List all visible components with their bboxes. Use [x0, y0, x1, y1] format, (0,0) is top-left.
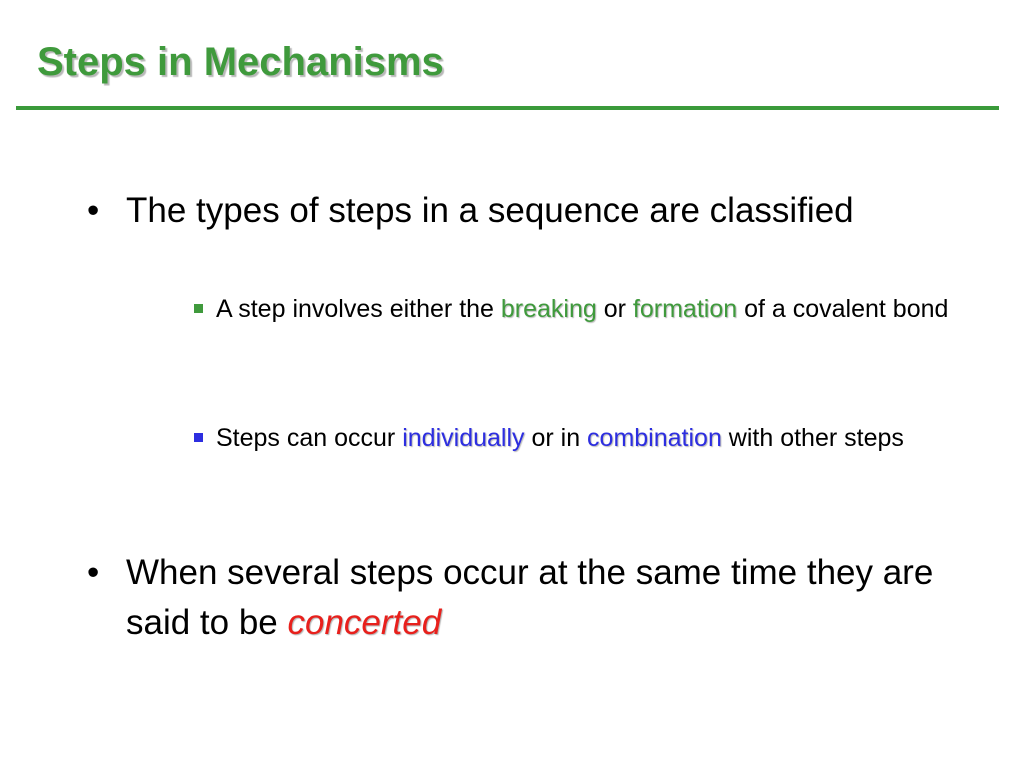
- sub-bullet-item-2: [192, 419, 952, 457]
- bullet-item-2: [87, 548, 987, 648]
- sub-bullet-text: [192, 290, 952, 328]
- sub-bullet-text-end: of a covalent bond: [737, 295, 949, 323]
- sub-bullet-item-1: [192, 290, 952, 328]
- sub-bullet-text: [192, 419, 952, 457]
- sub-bullet-text-middle: or: [596, 295, 633, 323]
- highlight-combination: combination: [587, 424, 722, 452]
- sub-bullet-text-start: A step involves either the: [216, 295, 501, 323]
- sub-bullet-text-end: with other steps: [721, 424, 904, 452]
- title-divider: [16, 106, 999, 110]
- bullet-item-1: [87, 186, 987, 236]
- bullet-text: The types of steps in a sequence are classified: [126, 191, 854, 230]
- bullet-marker: •: [87, 553, 100, 592]
- square-bullet-icon: [194, 433, 203, 442]
- bullet-text: [87, 548, 987, 648]
- bullet-marker: •: [87, 191, 100, 230]
- highlight-concerted: concerted: [287, 603, 442, 642]
- highlight-breaking: breaking: [500, 295, 597, 323]
- highlight-formation: formation: [632, 295, 738, 323]
- square-bullet-icon: [194, 304, 203, 313]
- bullet-text-start: When several steps occur at the same time they are said to be: [126, 553, 934, 642]
- highlight-individually: individually: [402, 424, 525, 452]
- sub-bullet-text-middle: or in: [524, 424, 588, 452]
- sub-bullet-text-start: Steps can occur: [216, 424, 403, 452]
- slide-title: Steps in Mechanisms: [37, 40, 444, 84]
